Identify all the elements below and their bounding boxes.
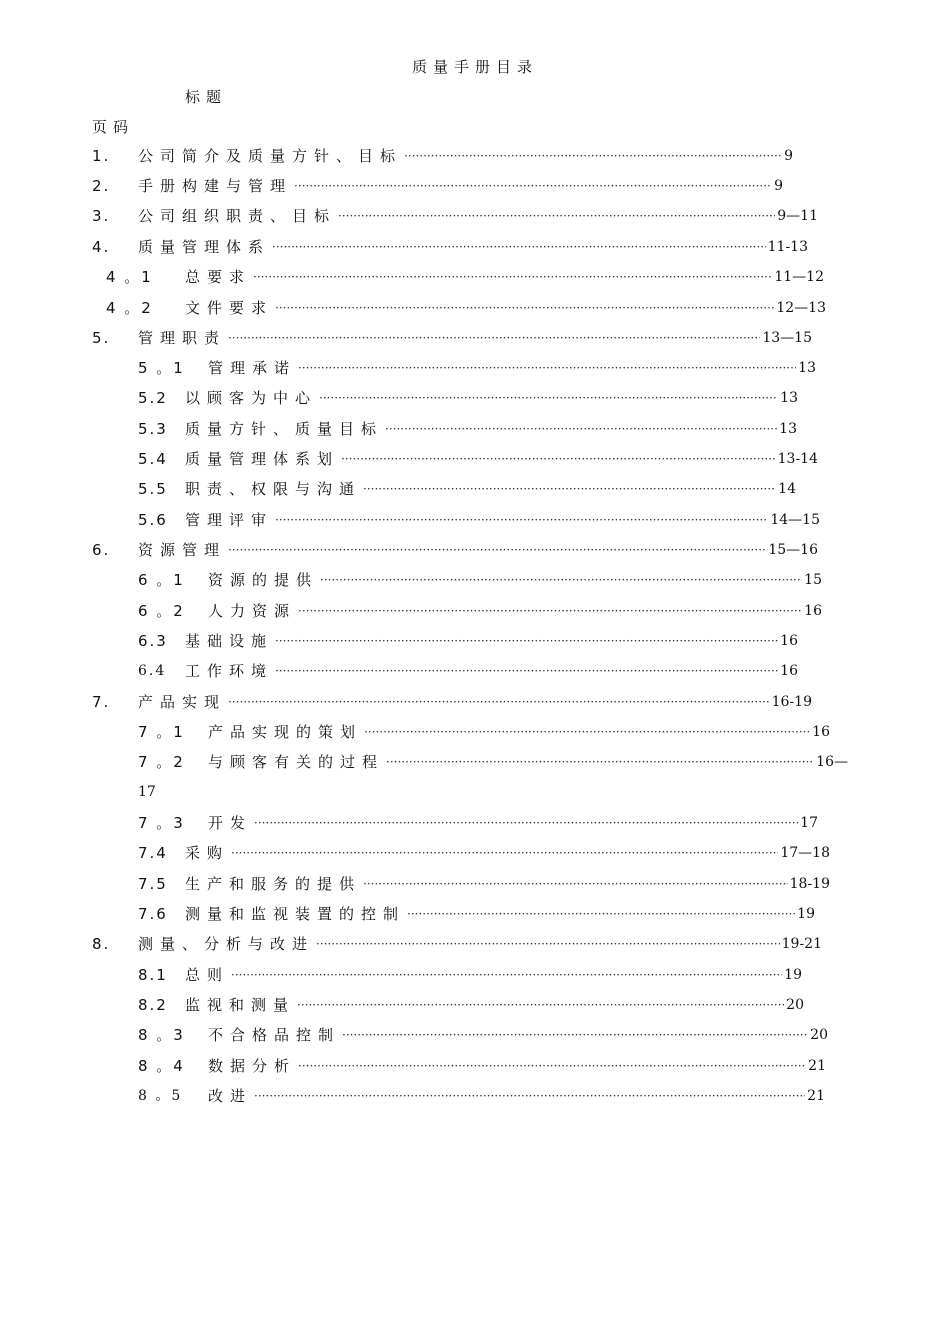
toc-entry-number: 5.5 [138,480,168,498]
dot-leader [294,175,772,197]
toc-entry-page: 20 [810,1027,828,1043]
dot-leader [272,236,766,258]
toc-entry-title: 与顾客有关的过程 [208,753,385,771]
toc-entry[interactable] [138,418,797,440]
toc-entry-title: 质量管理体系划 [185,450,340,468]
toc-entry[interactable] [138,994,804,1016]
dot-leader [298,1055,806,1077]
toc-entry-number: 4 。2 [106,299,153,317]
toc-entry-number: 5.4 [138,450,168,468]
toc-entry-page: 21 [807,1088,825,1104]
toc-entry-title: 产品实现 [138,693,227,711]
dot-leader [407,903,795,925]
dot-leader [228,327,760,349]
toc-entry-title: 测量和监视装置的控制 [185,905,406,923]
toc-entry-number: 1. [92,147,111,165]
toc-entry-title: 采购 [185,844,230,862]
page-title: 质量手册目录 [411,58,538,76]
dot-leader [338,205,775,227]
toc-entry[interactable] [138,873,830,895]
dot-leader [386,751,814,773]
toc-entry-number: 5.3 [138,420,168,438]
toc-entry-title: 监视和测量 [185,996,296,1014]
toc-entry-number: 6.4 [138,663,167,679]
dot-leader [254,812,798,834]
toc-entry-number: 6. [92,541,111,559]
toc-entry-title: 职责、权限与沟通 [185,480,362,498]
toc-entry-number: 7.4 [138,844,168,862]
dot-leader [275,660,778,682]
toc-entry-page: 16 [780,663,798,679]
toc-entry[interactable] [92,205,818,227]
toc-entry-number: 7.6 [138,905,168,923]
toc-entry-number: 7 。2 [138,753,185,771]
toc-entry-page-continued: 17 [138,784,156,800]
toc-entry-title: 资源管理 [138,541,227,559]
dot-leader [298,600,802,622]
toc-entry-number: 7.5 [138,875,168,893]
dot-leader [228,691,770,713]
column-page-label: 页码 [92,118,135,136]
dot-leader [363,478,776,500]
column-title-label: 标题 [185,88,228,106]
toc-entry-page: 11-13 [767,239,808,255]
toc-entry-page: 9 [774,178,783,194]
toc-entry-number: 6 。2 [138,602,185,620]
toc-entry[interactable] [138,964,802,986]
toc-entry-title: 总则 [185,966,230,984]
toc-entry[interactable] [138,903,815,925]
toc-entry[interactable] [138,842,830,864]
dot-leader [231,842,778,864]
dot-leader [298,357,796,379]
toc-entry-number: 8 。3 [138,1026,185,1044]
toc-entry-page: 16 [804,603,822,619]
dot-leader [253,266,772,288]
dot-leader [231,964,782,986]
toc-entry-page: 14 [778,481,796,497]
toc-entry[interactable] [106,266,824,288]
toc-entry-title: 管理承诺 [208,359,297,377]
toc-entry[interactable] [138,509,820,531]
toc-entry-title: 质量管理体系 [138,238,271,256]
toc-entry-page: 13—15 [762,330,812,346]
toc-entry[interactable] [138,721,830,743]
toc-entry-number: 6.3 [138,632,168,650]
toc-entry-page: 16 [780,633,798,649]
toc-entry[interactable] [138,569,822,591]
toc-entry-page: 18-19 [789,876,830,892]
toc-entry-page: 15—16 [768,542,818,558]
toc-entry-page: 16 [812,724,830,740]
toc-entry-page: 16-19 [771,694,812,710]
toc-entry[interactable] [106,297,826,319]
toc-entry[interactable] [138,387,798,409]
toc-entry-title: 资源的提供 [208,571,319,589]
toc-entry-title: 工作环境 [185,662,274,680]
toc-entry-page: 17 [800,815,818,831]
toc-entry[interactable] [92,539,818,561]
dot-leader [320,569,802,591]
toc-entry-number: 7 。1 [138,723,185,741]
dot-leader [341,448,776,470]
toc-entry-number: 8 。4 [138,1057,185,1075]
toc-entry-page: 21 [808,1058,826,1074]
dot-leader [385,418,777,440]
toc-entry-page: 15 [804,572,822,588]
toc-entry-title: 总要求 [185,268,252,286]
toc-entry-number: 8.2 [138,996,168,1014]
toc-entry[interactable] [138,600,822,622]
toc-entry[interactable] [138,1085,825,1107]
toc-entry[interactable] [92,175,783,197]
toc-entry[interactable] [92,933,822,955]
toc-entry-title: 改进 [208,1087,253,1105]
toc-entry[interactable] [92,145,793,167]
toc-entry[interactable] [138,751,848,773]
toc-entry-page: 19-21 [781,936,822,952]
dot-leader [363,873,788,895]
toc-entry-title: 生产和服务的提供 [185,875,362,893]
toc-entry-number: 6 。1 [138,571,185,589]
dot-leader [254,1085,805,1107]
toc-entry-page: 19 [797,906,815,922]
toc-entry-page: 9 [784,148,793,164]
toc-entry-page: 17—18 [780,845,830,861]
dot-leader [404,145,782,167]
toc-entry[interactable] [138,448,818,470]
toc-entry-page: 16— [816,754,848,770]
toc-entry-title: 基础设施 [185,632,274,650]
toc-entry-number: 4. [92,238,111,256]
toc-entry[interactable] [92,691,812,713]
dot-leader [342,1024,808,1046]
toc-entry-number: 8. [92,935,111,953]
toc-entry-number: 5 。1 [138,359,185,377]
toc-entry[interactable] [138,1024,828,1046]
toc-entry-title: 管理职责 [138,329,227,347]
toc-entry-page: 13 [779,421,797,437]
toc-entry-title: 文件要求 [185,299,274,317]
toc-entry-title: 质量方针、质量目标 [185,420,384,438]
dot-leader [316,933,780,955]
toc-entry-title: 公司组织职责、目标 [138,207,337,225]
dot-leader [275,509,768,531]
toc-entry[interactable] [138,1055,826,1077]
toc-entry-page: 19 [784,967,802,983]
toc-entry-title: 测量、分析与改进 [138,935,315,953]
toc-entry-number: 7. [92,693,111,711]
dot-leader [228,539,766,561]
toc-entry[interactable] [138,357,816,379]
dot-leader [275,630,778,652]
toc-entry-title: 以顾客为中心 [185,389,318,407]
toc-entry[interactable] [92,327,812,349]
toc-entry-title: 产品实现的策划 [208,723,363,741]
toc-entry-number: 7 。3 [138,814,185,832]
toc-entry[interactable] [92,236,808,258]
toc-entry-page: 20 [786,997,804,1013]
toc-entry[interactable] [138,478,796,500]
toc-entry-number: 8 。5 [138,1088,183,1104]
toc-entry-title: 开发 [208,814,253,832]
toc-entry-number: 5.2 [138,389,168,407]
dot-leader [275,297,774,319]
toc-entry-title: 数据分析 [208,1057,297,1075]
toc-entry-number: 5. [92,329,111,347]
toc-entry-page: 12—13 [776,300,826,316]
toc-entry-title: 手册构建与管理 [138,177,293,195]
toc-entry-number: 3. [92,207,111,225]
toc-entry-page: 9—11 [777,208,818,224]
dot-leader [364,721,810,743]
toc-entry-page: 13 [780,390,798,406]
toc-entry-page: 14—15 [770,512,820,528]
toc-entry-number: 5.6 [138,511,168,529]
dot-leader [297,994,784,1016]
toc-entry-number: 2. [92,177,111,195]
toc-entry[interactable] [138,812,818,834]
toc-entry-number: 8.1 [138,966,168,984]
toc-entry-page: 13-14 [777,451,818,467]
toc-entry-title: 人力资源 [208,602,297,620]
toc-entry-title: 公司简介及质量方针、目标 [138,147,403,165]
toc-entry-page: 11—12 [774,269,824,285]
toc-entry[interactable] [138,660,798,682]
toc-entry-page: 13 [798,360,816,376]
toc-entry-title: 不合格品控制 [208,1026,341,1044]
dot-leader [319,387,778,409]
toc-entry-title: 管理评审 [185,511,274,529]
toc-entry[interactable] [138,630,798,652]
toc-entry-number: 4 。1 [106,268,153,286]
